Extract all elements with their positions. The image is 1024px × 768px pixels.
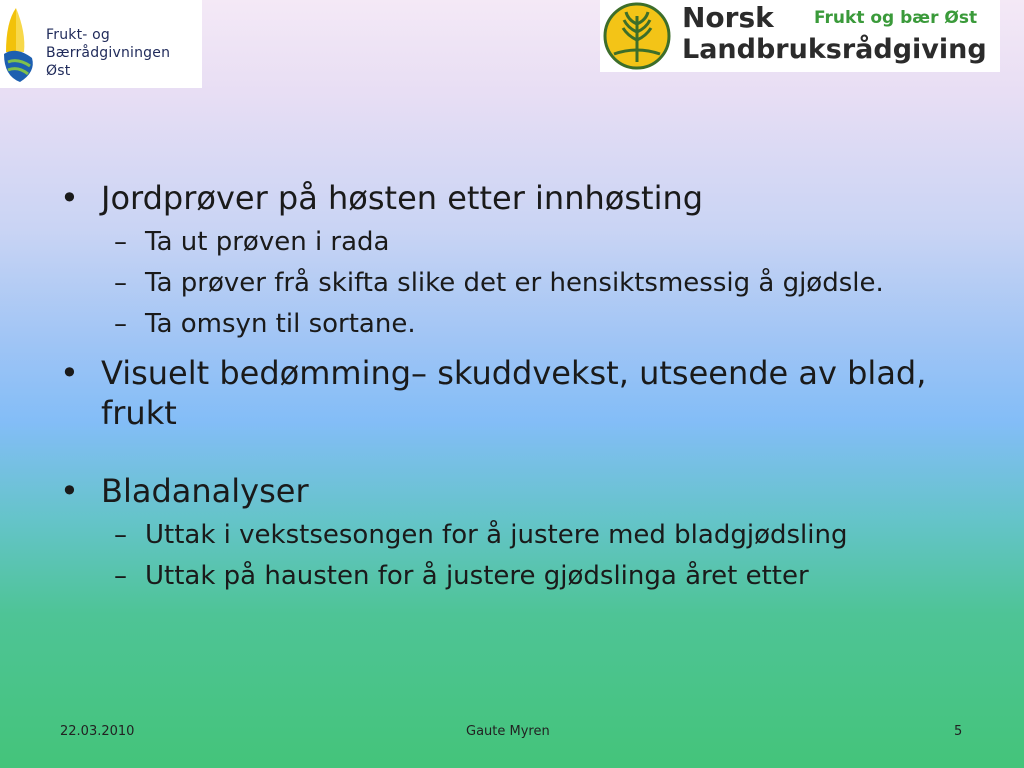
sub-bullet-item bbox=[60, 267, 905, 300]
dash-glyph: – bbox=[114, 309, 127, 339]
sub-bullet-text: Ta omsyn til sortane. bbox=[145, 309, 416, 339]
bullet-text: Visuelt bedømming– skuddvekst, utseende av blad, frukt bbox=[101, 354, 927, 432]
footer-page-number: 5 bbox=[954, 724, 963, 739]
sub-bullet-text: Uttak i vekstsesongen for å justere med bladgjødsling bbox=[145, 520, 848, 550]
bullet-item bbox=[60, 471, 980, 511]
sub-bullet-item bbox=[60, 226, 980, 259]
dash-glyph: – bbox=[114, 268, 127, 298]
bullet-glyph: • bbox=[60, 179, 79, 217]
sub-bullet-text: Ta ut prøven i rada bbox=[145, 227, 390, 257]
dash-glyph: – bbox=[114, 520, 127, 550]
logo-wheat-emblem-icon bbox=[602, 2, 672, 70]
logo-landbruksradgiving-text: Landbruksrådgiving bbox=[682, 34, 987, 65]
logo-drop-icon bbox=[2, 2, 42, 86]
logo-frukt-og-baerradgivningen bbox=[0, 0, 202, 88]
sub-bullet-item bbox=[60, 519, 980, 552]
bullet-glyph: • bbox=[60, 472, 79, 510]
logo-subtitle-text: Frukt og bær Øst bbox=[814, 8, 978, 28]
logo-norsk-text: Norsk bbox=[682, 1, 774, 34]
sub-bullet-text: Uttak på hausten for å justere gjødslinga året etter bbox=[145, 561, 809, 591]
sub-bullet-item bbox=[60, 308, 980, 341]
footer-date: 22.03.2010 bbox=[60, 724, 135, 739]
logo-norsk-landbruksradgiving bbox=[600, 0, 1000, 72]
sub-bullet-text: Ta prøver frå skifta slike det er hensiktsmessig å gjødsle. bbox=[145, 268, 884, 298]
footer-author: Gaute Myren bbox=[466, 724, 550, 739]
dash-glyph: – bbox=[114, 227, 127, 257]
bullet-text: Bladanalyser bbox=[101, 472, 309, 510]
dash-glyph: – bbox=[114, 561, 127, 591]
bullet-item bbox=[60, 178, 980, 218]
bullet-glyph: • bbox=[60, 354, 79, 392]
sub-bullet-item bbox=[60, 560, 980, 593]
bullet-text: Jordprøver på høsten etter innhøsting bbox=[101, 179, 704, 217]
slide-body bbox=[60, 178, 980, 593]
logo-left-text: Frukt- og Bærrådgivningen Øst bbox=[46, 27, 171, 79]
bullet-item bbox=[60, 353, 961, 433]
